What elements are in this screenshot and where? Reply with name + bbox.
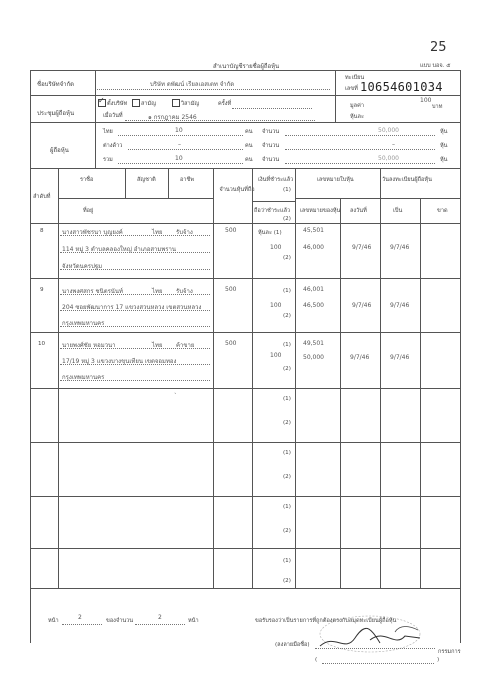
hdr-paid-note: (1) [283,187,291,193]
summary-unit-2: คน [245,157,253,163]
summary-unit-1: คน [245,143,253,149]
row-2-paid-value: 100 [270,302,282,309]
summary-persons-0: 10 [175,127,183,134]
hdr-address: ที่อยู่ [83,208,94,214]
row-1-cert-to: 46,000 [303,244,324,251]
row-1-name: นางสาวพัชรนา บุญยงค์ [62,229,123,236]
option-ordinary: สามัญ [141,101,157,107]
footer-pages-label: หน้า [188,618,199,624]
summary-shares-label-1: จำนวน [262,143,280,149]
meeting-label: ประชุมผู้ถือหุ้น [37,110,75,117]
signer-label: (ลงลายมือชื่อ) [275,642,310,648]
frame-right [460,70,461,643]
row-1-cert-date: 9/7/46 [352,244,372,251]
footer-of-value: 2 [158,614,162,621]
blank-row-1-mark-2: (2) [283,420,291,426]
footer-of-label: ของจำนวน [106,618,134,624]
footer-page-value: 2 [78,614,82,621]
summary-nat-0: ไทย [103,129,113,135]
hdr-share-count: จำนวนหุ้นที่ถือ [219,187,255,193]
row-3-cert-from: 49,501 [303,340,324,347]
form-title: สำเนาบัญชีรายชื่อผู้ถือหุ้น [213,63,280,70]
row-1-shares: 500 [225,227,237,234]
date-label: เมื่อวันที่ [103,113,123,119]
row-3-paid-label: (1) [283,342,291,348]
hdr-paid-sub-note: (2) [283,216,291,222]
row-2-paid-label: (1) [283,288,291,294]
reg-no-label: เลขที่ [345,86,358,92]
checkbox-ordinary[interactable] [132,99,140,107]
row-1-cert-from: 45,501 [303,227,324,234]
row-3-cert-to: 50,000 [303,354,324,361]
summary-share-unit-2: หุ้น [440,157,448,163]
footer-page-label: หน้า [48,618,59,624]
summary-shares-1: – [392,141,395,148]
summary-nat-1: ต่างด้าว [103,143,123,149]
signature-stamp [300,608,440,660]
times-label: ครั้งที่ [218,101,232,107]
company-label: ชื่อบริษัทจำกัด [37,81,75,88]
blank-row-3-mark-1: (1) [283,504,291,510]
reg-label: ทะเบียน [345,75,365,81]
row-1-address-1: 114 หมู่ 3 ตำบลคลองใหญ่ อำเภอสามพราน [62,246,176,253]
row-3-shares: 500 [225,340,237,347]
summary-shares-label-0: จำนวน [262,129,280,135]
blank-row-4-mark-2: (2) [283,578,291,584]
company-name: บริษัท ดพัฒน์ เรียลเอสเตท จำกัด [150,81,235,88]
summary-shares-label-2: จำนวน [262,157,280,163]
per-share: หุ้นละ [350,114,364,120]
hdr-holder-from: เป็น [393,208,403,214]
row-1-occupation: รับจ้าง [176,229,193,236]
row-1-paid-label: หุ้นละ (1) [258,230,282,236]
row-2-name: นางพงศสกร ชนิตรนันท์ [62,288,123,295]
hdr-cert-date: ลงวันที่ [350,208,367,214]
hdr-holder-to: ขาด [437,208,448,214]
checkbox-extraordinary[interactable] [172,99,180,107]
form-code: แบบ บอจ. ๕ [420,63,451,69]
blank-row-2-mark-2: (2) [283,474,291,480]
summary-share-unit-1: หุ้น [440,143,448,149]
summary-unit-0: คน [245,129,253,135]
summary-share-unit-0: หุ้น [440,129,448,135]
registration-number: 10654601034 [360,80,443,94]
row-3-address-2: กรุงเทพมหานคร [62,374,105,381]
row-1-mark-2: (2) [283,255,291,261]
hdr-holder-date: วันลงทะเบียนผู้ถือหุ้น [382,177,432,183]
row-1-seq: 8 [40,228,44,234]
option-extraordinary: วิสามัญ [181,101,200,107]
row-2-address-1: 204 ซอยพัฒนาการ 17 แขวงสวนหลวง เขตสวนหลวง [62,304,202,311]
row-3-occupation: ค้าขาย [176,342,195,349]
signer-paren: ( [315,657,318,663]
summary-nat-2: รวม [103,157,113,163]
summary-shares-2: 50,000 [378,155,399,162]
tick-mark-icon: ˋ [174,393,177,400]
row-3-nationality: ไทย [152,342,163,349]
row-2-address-2: กรุงเทพมหานคร [62,320,105,327]
blank-row-1-mark-1: (1) [283,396,291,402]
row-1-paid-value: 100 [270,244,282,251]
hdr-seq: ลำดับที่ [33,194,51,200]
row-2-cert-date: 9/7/46 [352,302,372,309]
row-3-cert-date: 9/7/46 [350,354,370,361]
blank-row-2-mark-1: (1) [283,450,291,456]
blank-row-3-mark-2: (2) [283,528,291,534]
row-2-nationality: ไทย [152,288,163,295]
director-label: กรรมการ [438,649,461,655]
row-3-address-1: 17/19 หมู่ 3 แขวงบางขุนเทียน เขตจอมทอง [62,358,177,365]
par-label: มูลค่า [350,103,364,109]
row-3-reg-date: 9/7/46 [390,354,410,361]
row-1-reg-date: 9/7/46 [390,244,410,251]
par-value: 100 [420,97,432,104]
hdr-name: ราชื่อ [80,177,94,183]
row-2-cert-from: 46,001 [303,286,324,293]
row-2-cert-to: 46,500 [303,302,324,309]
hdr-paid-sub: ถือว่าชำระแล้ว [254,208,291,214]
hdr-cert-no: เลขหมายของหุ้น [300,208,341,214]
row-3-mark-2: (2) [283,366,291,372]
row-1-nationality: ไทย [152,229,163,236]
signer-paren-close: ) [437,657,440,663]
summary-persons-1: – [178,141,181,148]
row-2-occupation: รับจ้าง [176,288,193,295]
row-2-reg-date: 9/7/46 [390,302,410,309]
par-unit: บาท [432,104,443,110]
hdr-certificate: เลขหมายใบหุ้น [317,177,354,183]
row-2-seq: 9 [40,287,44,293]
option-incorporation: ตั้งบริษัท [107,101,128,107]
summary-shares-0: 50,000 [378,127,399,134]
certify-text: ขอรับรองว่าเป็นรายการที่ถูกต้องตรงกับสมุดทะเบียนผู้ถือหุ้น [255,618,397,624]
holders-label: ผู้ถือหุ้น [50,147,69,154]
row-2-mark-2: (2) [283,313,291,319]
frame-left [30,70,31,643]
row-1-address-2: จังหวัดนครปฐม [62,263,103,270]
blank-row-4-mark-1: (1) [283,558,291,564]
hdr-paid: เงินที่ชำระแล้ว [258,177,294,183]
check-mark-icon: ✓ [98,96,105,105]
meeting-date: ๑ กรกฎาคม 2546 [148,114,197,121]
page-number: 25 [430,40,447,55]
hdr-occupation: อาชีพ [180,177,194,183]
row-2-shares: 500 [225,286,237,293]
summary-persons-2: 10 [175,155,183,162]
row-3-paid-value: 100 [270,352,282,359]
row-3-name: นายพงศ์ชัย หอมวนา [62,342,116,349]
row-3-seq: 10 [38,341,46,347]
hdr-nationality: สัญชาติ [137,177,156,183]
